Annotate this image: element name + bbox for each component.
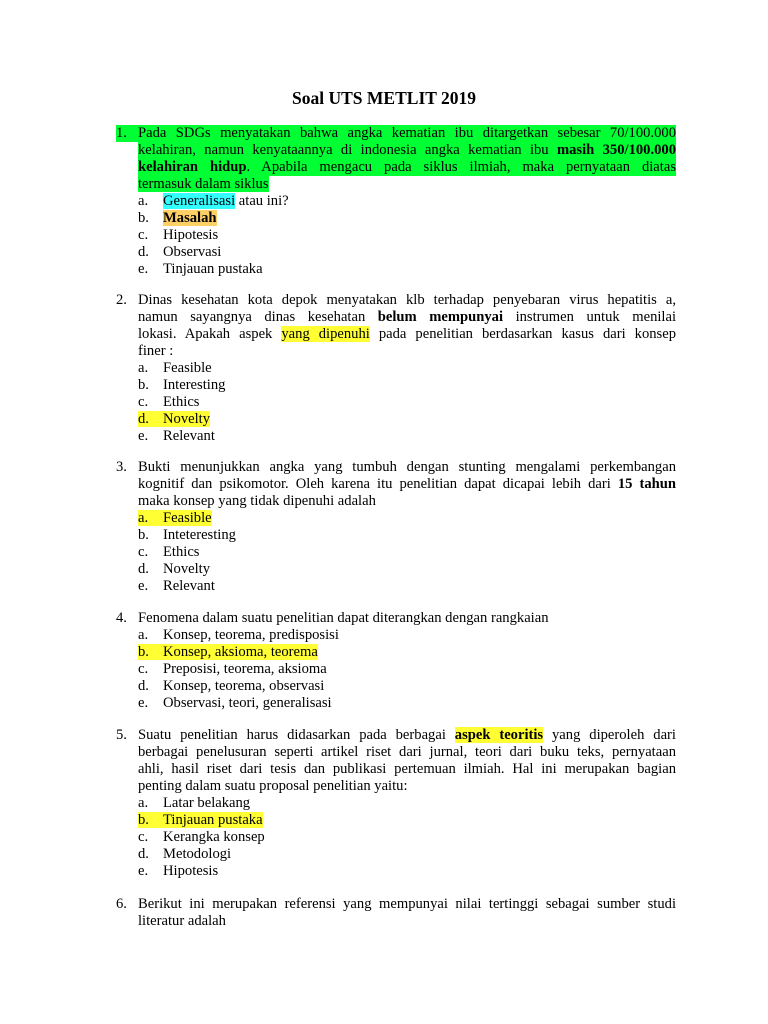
- question-line: ahli, hasil riset dari tesis dan publikasi pertemuan ilmiah. Hal ini merupakan bagian: [138, 761, 676, 777]
- option-a: a. Feasible: [138, 510, 212, 526]
- question-number: 3.: [116, 459, 127, 475]
- options-list: [138, 360, 676, 445]
- option-e: e. Hipotesis: [138, 863, 219, 879]
- question-line: namun sayangnya dinas kesehatan belum mempunyai instrumen untuk menilai: [138, 309, 677, 325]
- option-d: d. Observasi: [138, 244, 222, 260]
- option-d: d. Metodologi: [138, 846, 232, 862]
- question-number: 4.: [116, 610, 127, 626]
- question-text: [138, 896, 676, 930]
- question-line: literatur adalah: [138, 913, 226, 929]
- option-d: d. Konsep, teorema, observasi: [138, 678, 325, 694]
- question-line: Dinas kesehatan kota depok menyatakan klb terhadap penyebaran virus hepatitis a,: [138, 292, 676, 308]
- options-list: [138, 795, 676, 880]
- question-text: [138, 727, 676, 795]
- question-number: 1.: [116, 125, 138, 142]
- option-b: b. Interesting: [138, 377, 226, 393]
- question-line: finer :: [138, 343, 174, 359]
- question-text: [138, 459, 676, 510]
- question-4: [116, 610, 676, 712]
- question-6: [116, 896, 676, 930]
- question-line: kelahiran hidup. Apabila mengacu pada siklus ilmiah, maka pernyataan diatas: [138, 159, 676, 175]
- question-line: kognitif dan psikomotor. Oleh karena itu penelitian dapat dicapai lebih dari 15 tahun: [138, 476, 676, 492]
- question-line: Bukti menunjukkan angka yang tumbuh dengan stunting mengalami perkembangan: [138, 459, 676, 475]
- question-text: [138, 610, 676, 627]
- question-line: Berikut ini merupakan referensi yang mempunyai nilai tertinggi sebagai sumber studi: [138, 896, 676, 912]
- option-a: a. Feasible: [138, 360, 212, 376]
- option-d: d. Novelty: [138, 561, 211, 577]
- option-e: e. Observasi, teori, generalisasi: [138, 695, 332, 711]
- option-c: c. Preposisi, teorema, aksioma: [138, 661, 327, 677]
- question-text: [138, 292, 676, 360]
- option-c: c. Ethics: [138, 394, 200, 410]
- option-b: b. Konsep, aksioma, teorema: [138, 644, 318, 660]
- option-e: e. Tinjauan pustaka: [138, 261, 263, 277]
- question-2: [116, 292, 676, 445]
- question-line: berbagai penelusuran seperti artikel riset dari jurnal, teori dari buku teks, pernyataan: [138, 744, 676, 760]
- option-c: c. Hipotesis: [138, 227, 219, 243]
- options-list: [138, 627, 676, 712]
- option-e: e. Relevant: [138, 428, 215, 444]
- options-list: [138, 193, 676, 278]
- option-b: b. Masalah: [138, 210, 217, 226]
- options-list: [138, 510, 676, 595]
- question-3: [116, 459, 676, 595]
- question-line: penting dalam suatu proposal penelitian yaitu:: [138, 778, 408, 794]
- option-a: a. Generalisasi atau ini?: [138, 193, 289, 209]
- question-line: Pada SDGs menyatakan bahwa angka kematian ibu ditargetkan sebesar 70/100.000: [138, 125, 676, 141]
- question-number: 6.: [116, 896, 127, 912]
- question-line: lokasi. Apakah aspek yang dipenuhi pada penelitian berdasarkan kasus dari konsep: [138, 326, 676, 342]
- question-line: Suatu penelitian harus didasarkan pada berbagai aspek teoritis yang diperoleh dari: [138, 727, 676, 743]
- question-line: termasuk dalam siklus: [138, 176, 269, 192]
- option-a: a. Latar belakang: [138, 795, 251, 811]
- option-b: b. Tinjauan pustaka: [138, 812, 263, 828]
- question-5: [116, 727, 676, 880]
- option-c: c. Ethics: [138, 544, 200, 560]
- question-line: maka konsep yang tidak dipenuhi adalah: [138, 493, 376, 509]
- option-e: e. Relevant: [138, 578, 215, 594]
- question-number: 2.: [116, 292, 127, 308]
- question-line: kelahiran, namun kenyataannya di indonesia angka kematian ibu masih 350/100.000: [138, 142, 676, 158]
- question-number: 5.: [116, 727, 127, 743]
- option-d: d. Novelty: [138, 411, 211, 427]
- option-c: c. Kerangka konsep: [138, 829, 265, 845]
- page-title: Soal UTS METLIT 2019: [292, 88, 476, 108]
- question-1: [116, 125, 676, 278]
- question-text: [138, 125, 676, 193]
- option-a: a. Konsep, teorema, predisposisi: [138, 627, 339, 643]
- question-line: Fenomena dalam suatu penelitian dapat diterangkan dengan rangkaian: [138, 610, 549, 626]
- option-b: b. Inteteresting: [138, 527, 236, 543]
